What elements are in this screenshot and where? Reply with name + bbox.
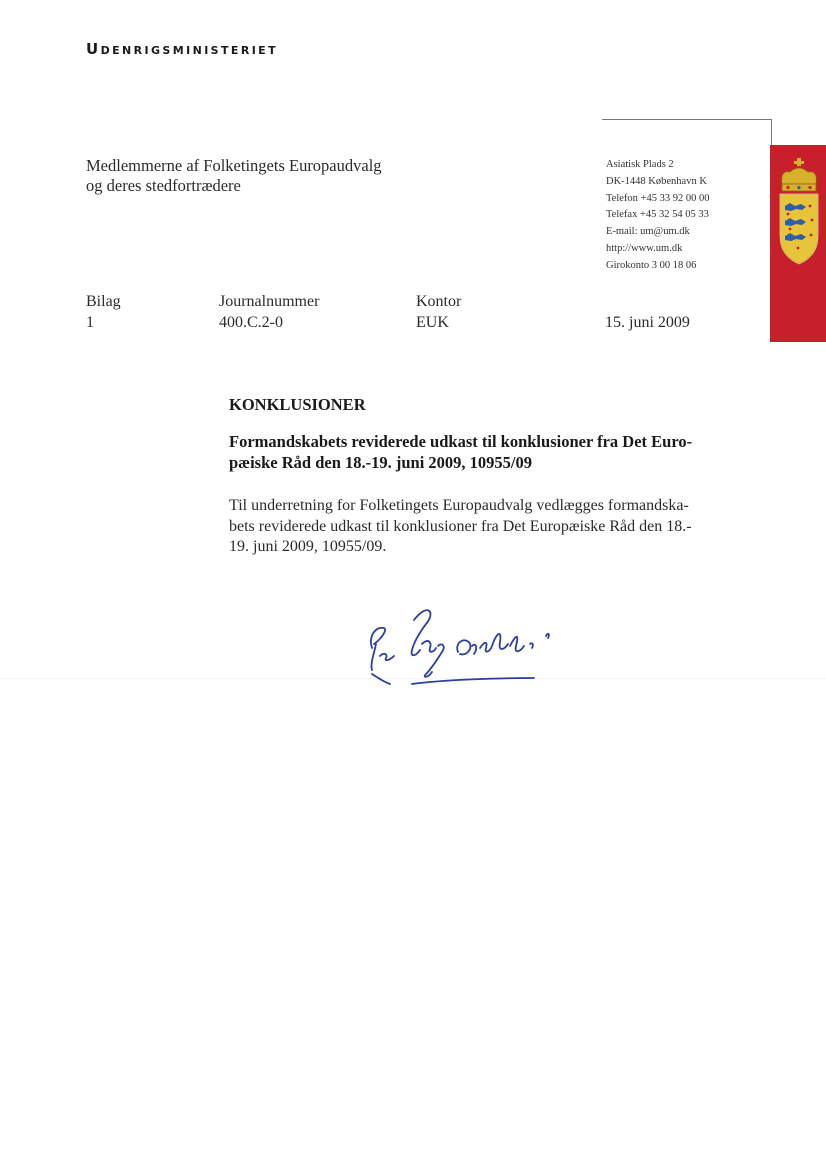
- body-line-1: Til underretning for Folketingets Europaudvalg vedlægges formandska-: [229, 497, 689, 514]
- contact-phone: Telefon +45 33 92 00 00: [606, 192, 710, 204]
- header-rule-vertical: [771, 119, 772, 145]
- contact-giro: Girokonto 3 00 18 06: [606, 259, 697, 271]
- contact-email: E-mail: um@um.dk: [606, 226, 690, 238]
- contact-fax: Telefax +45 32 54 05 33: [606, 209, 709, 221]
- contact-block: [606, 157, 709, 275]
- document-date: 15. juni 2009: [605, 314, 690, 331]
- header-rule: [602, 119, 772, 120]
- scan-artifact-line: [0, 678, 826, 679]
- subject-line-1: Formandskabets reviderede udkast til konklusioner fra Det Euro-: [229, 432, 693, 451]
- recipient-block: [86, 156, 382, 196]
- journal-label: Journalnummer: [219, 293, 320, 310]
- contact-address-city: DK-1448 København K: [606, 175, 707, 187]
- kontor-value: EUK: [416, 314, 449, 331]
- journal-value: 400.C.2-0: [219, 314, 283, 331]
- ministry-name: Udenrigsministeriet: [86, 40, 279, 58]
- contact-website: http://www.um.dk: [606, 242, 683, 254]
- recipient-line-1: Medlemmerne af Folketingets Europaudvalg: [86, 156, 382, 175]
- bilag-label: Bilag: [86, 293, 121, 310]
- document-heading: KONKLUSIONER: [229, 395, 366, 414]
- recipient-line-2: og deres stedfortrædere: [86, 176, 241, 195]
- royal-coat-of-arms-icon: [776, 158, 822, 268]
- subject-line-2: pæiske Råd den 18.-19. juni 2009, 10955/09: [229, 452, 533, 472]
- bilag-value: 1: [86, 314, 94, 331]
- body-line-2: bets reviderede udkast til konklusioner fra Det Europæiske Råd den 18.-: [229, 517, 692, 535]
- body-line-3: 19. juni 2009, 10955/09.: [229, 538, 387, 555]
- body-paragraph: [229, 496, 729, 558]
- contact-address-street: Asiatisk Plads 2: [606, 159, 674, 170]
- kontor-label: Kontor: [416, 293, 462, 310]
- subject-block: [229, 432, 729, 473]
